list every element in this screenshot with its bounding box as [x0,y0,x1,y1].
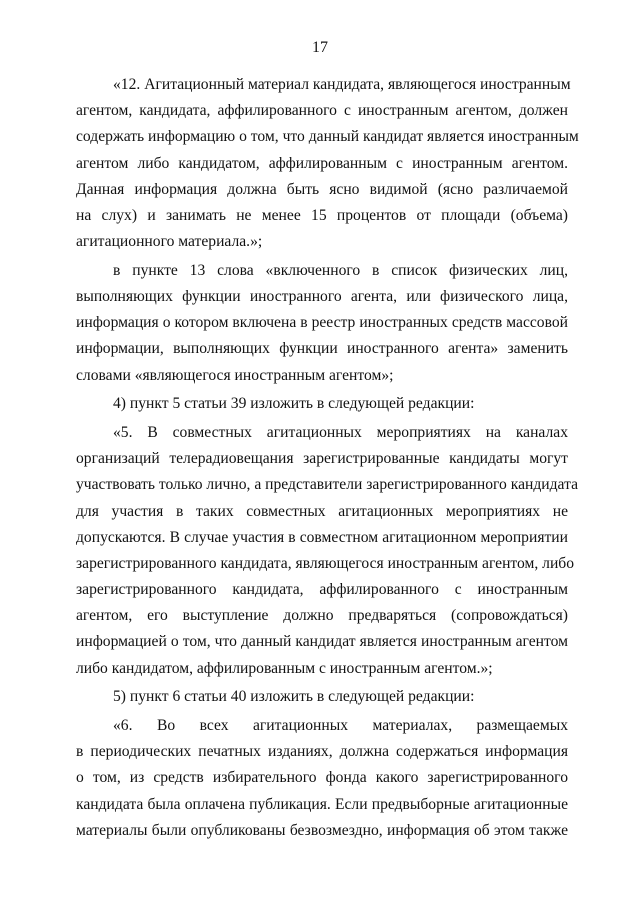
text-line: агентом, кандидата, аффилированного с иностранным агентом, должен [76,102,568,120]
text-line: участвовать только лично, а представители зарегистрированного кандидата [76,476,578,494]
text-line: допускаются. В случае участия в совместном агитационном мероприятии [76,528,568,546]
text-line: либо кандидатом, аффилированным с иностранным агентом.»; [76,659,493,677]
text-line: в пункте 13 слова «включенного в список физических лиц, [113,261,568,279]
paragraph [76,684,568,710]
paragraph [76,258,568,389]
body-text [76,72,579,844]
text-line: содержать информацию о том, что данный кандидат является иностранным [76,128,579,146]
text-line: 5) пункт 6 статьи 40 изложить в следующей редакции: [113,688,475,706]
paragraph [76,391,568,417]
text-line: для участия в таких совместных агитационных мероприятиях не [76,502,568,520]
text-line: словами «являющегося иностранным агентом»; [76,366,394,384]
text-line: на слух) и занимать не менее 15 процентов от площади (объема) [76,206,568,224]
paragraph [76,420,578,682]
text-line: зарегистрированного кандидата, аффилированного с иностранным [76,581,568,599]
text-line: кандидата была оплачена публикация. Если предвыборные агитационные [76,795,568,813]
text-line: информация о котором включена в реестр иностранных средств массовой [76,314,568,332]
text-line: в периодических печатных изданиях, должна содержаться информация [76,743,568,761]
text-line: организаций телерадиовещания зарегистрированные кандидаты могут [76,450,568,468]
text-line: «12. Агитационный материал кандидата, являющегося иностранным [113,76,571,93]
text-line: «5. В совместных агитационных мероприятиях на каналах [113,423,568,441]
text-line: 4) пункт 5 статьи 39 изложить в следующей редакции: [113,395,475,413]
text-line: агентом либо кандидатом, аффилированным с иностранным агентом. [76,154,568,172]
text-line: «6. Во всех агитационных материалах, размещаемых [113,717,568,734]
text-line: Данная информация должна быть ясно видимой (ясно различаемой [76,180,568,198]
text-line: информации, выполняющих функции иностранного агента» заменить [76,340,568,358]
paragraph [76,713,568,844]
text-line: о том, из средств избирательного фонда какого зарегистрированного [76,769,568,787]
text-line: выполняющих функции иностранного агента, или физического лица, [76,288,568,305]
paragraph [76,72,579,255]
text-line: информацией о том, что данный кандидат является иностранным агентом [76,633,568,651]
text-line: агентом, его выступление должно предваряться (сопровождаться) [76,607,568,625]
text-line: зарегистрированного кандидата, являющегося иностранным агентом, либо [76,554,575,572]
text-line: агитационного материала.»; [76,233,263,251]
text-line: материалы были опубликованы безвозмездно, информация об этом также [76,821,568,839]
page-number: 17 [312,39,328,56]
